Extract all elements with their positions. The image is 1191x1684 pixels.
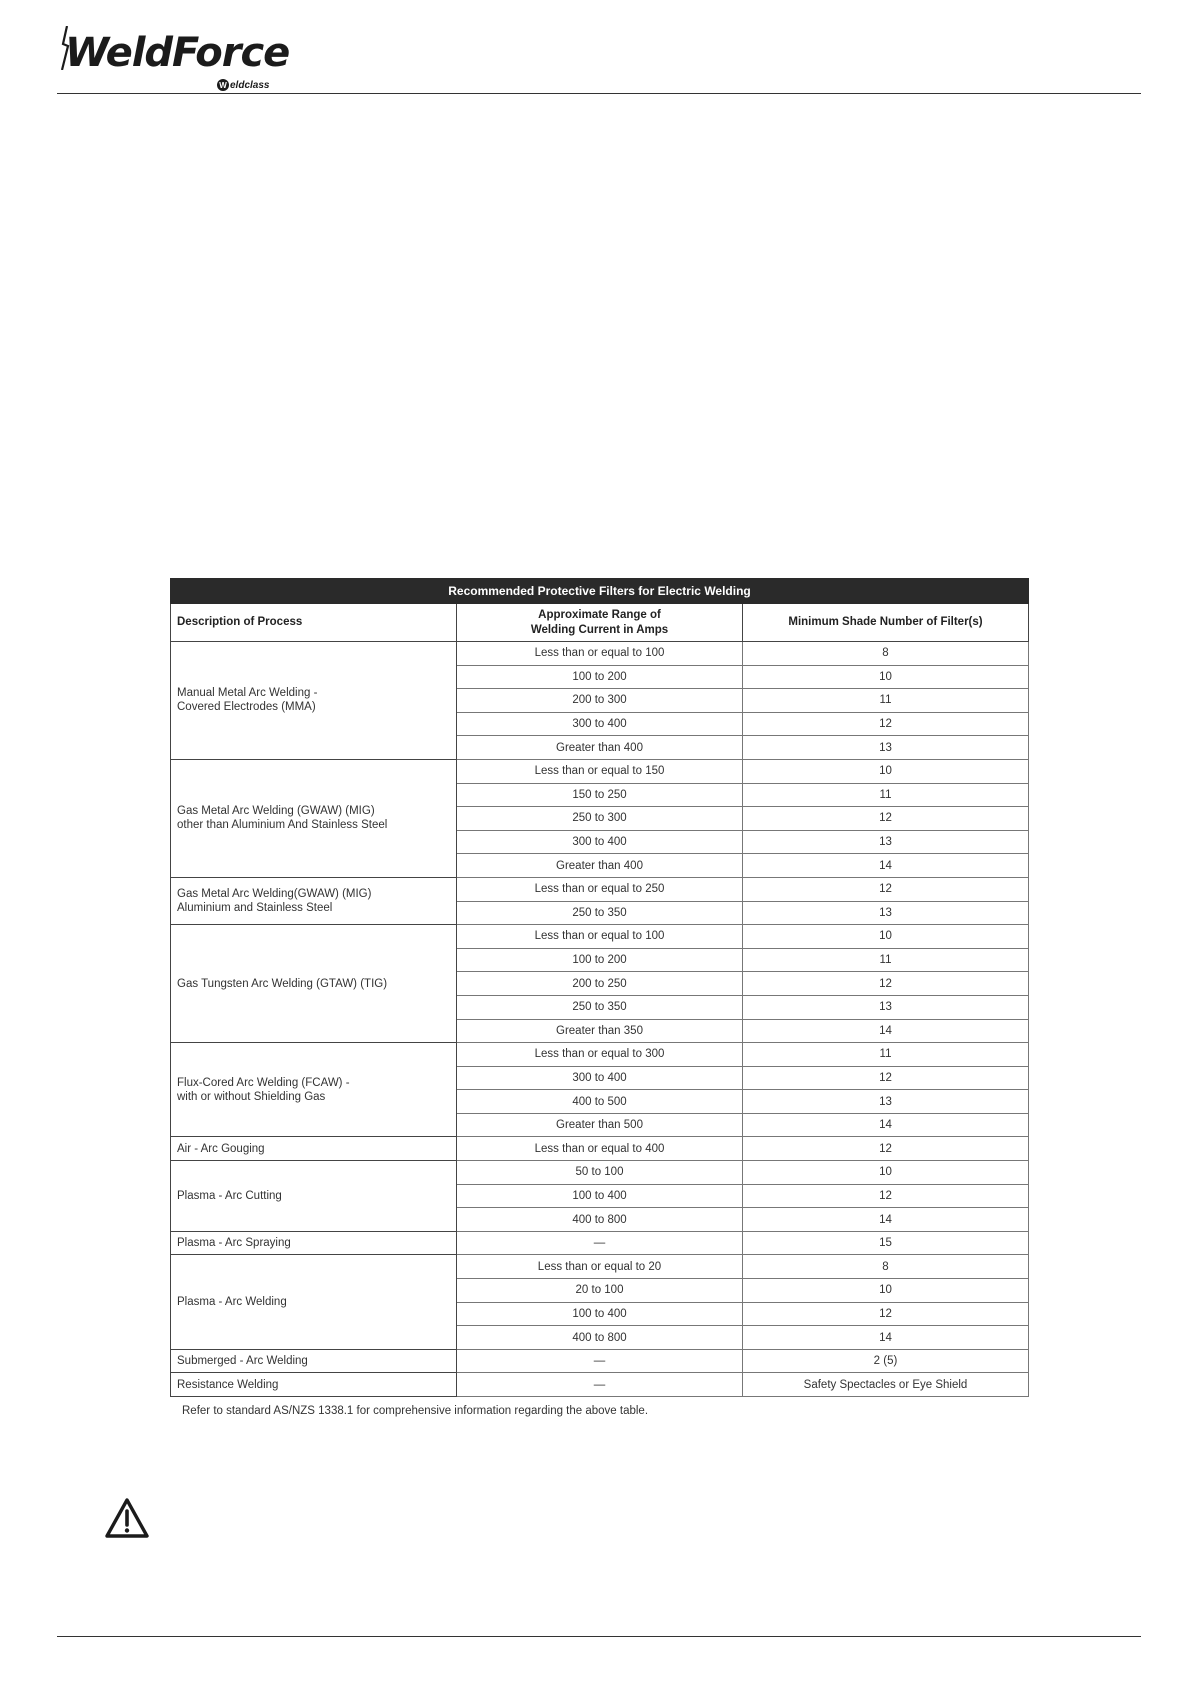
process-description-cell: Plasma - Arc Spraying [171, 1231, 457, 1255]
current-range-cell: — [457, 1373, 743, 1397]
protective-filters-table [170, 578, 1029, 1397]
current-range-cell: Less than or equal to 400 [457, 1137, 743, 1161]
current-range-cell: 300 to 400 [457, 712, 743, 736]
shade-number-cell: 13 [743, 1090, 1029, 1114]
shade-number-cell: 14 [743, 1019, 1029, 1043]
table-row [171, 759, 1029, 783]
current-range-cell: 20 to 100 [457, 1279, 743, 1303]
current-range-cell: Greater than 500 [457, 1113, 743, 1137]
current-range-cell: 250 to 300 [457, 807, 743, 831]
current-range-cell: 100 to 400 [457, 1302, 743, 1326]
table-row [171, 877, 1029, 901]
current-range-cell: 150 to 250 [457, 783, 743, 807]
header-divider [57, 93, 1141, 94]
process-description-cell: Submerged - Arc Welding [171, 1349, 457, 1373]
header-shade-number: Minimum Shade Number of Filter(s) [743, 604, 1029, 642]
shade-number-cell: 13 [743, 830, 1029, 854]
process-description-cell: Plasma - Arc Welding [171, 1255, 457, 1349]
shade-number-cell: 14 [743, 1208, 1029, 1232]
shade-number-cell: 14 [743, 1113, 1029, 1137]
current-range-cell: 300 to 400 [457, 830, 743, 854]
shade-number-cell: 13 [743, 736, 1029, 760]
shade-number-cell: 14 [743, 854, 1029, 878]
current-range-cell: Less than or equal to 20 [457, 1255, 743, 1279]
current-range-cell: — [457, 1231, 743, 1255]
process-description-cell: Gas Metal Arc Welding(GWAW) (MIG) Aluminium and Stainless Steel [171, 877, 457, 924]
table-row [171, 1161, 1029, 1185]
shade-number-cell: 11 [743, 783, 1029, 807]
current-range-cell: 50 to 100 [457, 1161, 743, 1185]
shade-number-cell: 10 [743, 759, 1029, 783]
table-row [171, 1137, 1029, 1161]
filters-table-container [170, 578, 1028, 1397]
shade-number-cell: 8 [743, 642, 1029, 666]
shade-number-cell: 12 [743, 972, 1029, 996]
brand-sub-text: eldclass [230, 79, 270, 91]
table-row [171, 1373, 1029, 1397]
current-range-cell: 200 to 250 [457, 972, 743, 996]
brand-sub [217, 78, 269, 92]
process-description-cell: Gas Metal Arc Welding (GWAW) (MIG) other than Aluminium And Stainless Steel [171, 759, 457, 877]
shade-number-cell: 12 [743, 807, 1029, 831]
footer-divider [57, 1636, 1141, 1637]
weldclass-mark-icon: W [217, 79, 229, 91]
shade-number-cell: 15 [743, 1231, 1029, 1255]
current-range-cell: Less than or equal to 150 [457, 759, 743, 783]
shade-number-cell: 12 [743, 877, 1029, 901]
shade-number-cell: 12 [743, 1184, 1029, 1208]
process-description-cell: Gas Tungsten Arc Welding (GTAW) (TIG) [171, 925, 457, 1043]
process-description-cell: Plasma - Arc Cutting [171, 1161, 457, 1232]
current-range-cell: Greater than 350 [457, 1019, 743, 1043]
shade-number-cell: 10 [743, 1161, 1029, 1185]
current-range-cell: 100 to 200 [457, 948, 743, 972]
shade-number-cell: 10 [743, 925, 1029, 949]
header-current-range: Approximate Range of Welding Current in Amps [457, 604, 743, 642]
table-row [171, 642, 1029, 666]
brand-name: WeldForce [65, 30, 290, 76]
page-header [57, 18, 1141, 94]
process-description-cell: Manual Metal Arc Welding - Covered Electrodes (MMA) [171, 642, 457, 760]
current-range-cell: 400 to 500 [457, 1090, 743, 1114]
shade-number-cell: 2 (5) [743, 1349, 1029, 1373]
shade-number-cell: 11 [743, 689, 1029, 713]
header-description: Description of Process [171, 604, 457, 642]
current-range-cell: Less than or equal to 100 [457, 642, 743, 666]
current-range-cell: 250 to 350 [457, 995, 743, 1019]
shade-number-cell: 12 [743, 1137, 1029, 1161]
table-row [171, 1255, 1029, 1279]
table-footnote: Refer to standard AS/NZS 1338.1 for comprehensive information regarding the above table. [182, 1405, 649, 1417]
shade-number-cell: 11 [743, 948, 1029, 972]
table-title: Recommended Protective Filters for Electric Welding [171, 579, 1029, 604]
shade-number-cell: Safety Spectacles or Eye Shield [743, 1373, 1029, 1397]
current-range-cell: 100 to 400 [457, 1184, 743, 1208]
shade-number-cell: 10 [743, 665, 1029, 689]
table-row [171, 1349, 1029, 1373]
process-description-cell: Resistance Welding [171, 1373, 457, 1397]
process-description-cell: Flux-Cored Arc Welding (FCAW) - with or without Shielding Gas [171, 1043, 457, 1137]
current-range-cell: Greater than 400 [457, 736, 743, 760]
current-range-cell: 300 to 400 [457, 1066, 743, 1090]
current-range-cell: Greater than 400 [457, 854, 743, 878]
shade-number-cell: 14 [743, 1326, 1029, 1350]
process-description-cell: Air - Arc Gouging [171, 1137, 457, 1161]
current-range-cell: Less than or equal to 250 [457, 877, 743, 901]
shade-number-cell: 12 [743, 1066, 1029, 1090]
shade-number-cell: 10 [743, 1279, 1029, 1303]
shade-number-cell: 8 [743, 1255, 1029, 1279]
table-row [171, 925, 1029, 949]
current-range-cell: 200 to 300 [457, 689, 743, 713]
table-row [171, 1231, 1029, 1255]
table-body [171, 642, 1029, 1397]
shade-number-cell: 13 [743, 901, 1029, 925]
weldforce-logo [65, 26, 325, 96]
shade-number-cell: 11 [743, 1043, 1029, 1067]
warning-triangle-icon [104, 1497, 150, 1539]
current-range-cell: — [457, 1349, 743, 1373]
current-range-cell: 400 to 800 [457, 1326, 743, 1350]
current-range-cell: 100 to 200 [457, 665, 743, 689]
current-range-cell: 400 to 800 [457, 1208, 743, 1232]
shade-number-cell: 13 [743, 995, 1029, 1019]
current-range-cell: Less than or equal to 300 [457, 1043, 743, 1067]
shade-number-cell: 12 [743, 1302, 1029, 1326]
shade-number-cell: 12 [743, 712, 1029, 736]
current-range-cell: Less than or equal to 100 [457, 925, 743, 949]
table-row [171, 1043, 1029, 1067]
current-range-cell: 250 to 350 [457, 901, 743, 925]
